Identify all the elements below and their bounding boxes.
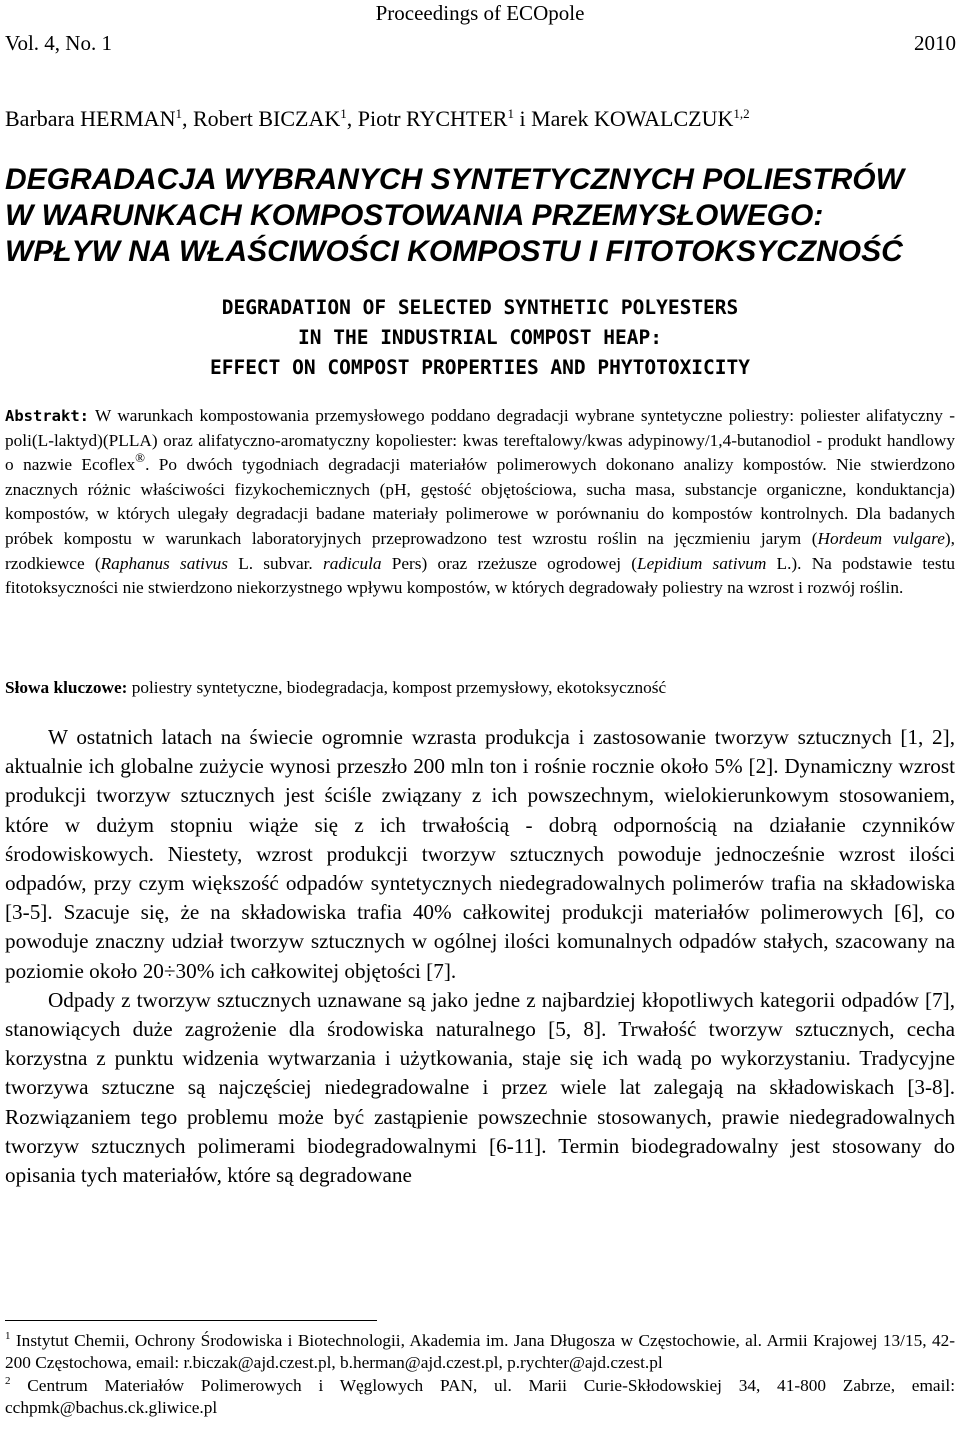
body-paragraph: W ostatnich latach na świecie ogromnie wzrasta produkcja i zastosowanie tworzyw sztucznych [1, 2], aktualnie ich globalne zużycie wynosi przeszło 200 mln ton i rośnie rocznie około 5% [2]. Dynamiczny wzrost produkcji tworzyw sztucznych jest ściśle związany z ich powszechnym, wielokierunkowym stosowaniem, które w dużym stopniu wiąże się z ich trwałością - dobrą odpornością na działanie czynników środowiskowych. Niestety, wzrost produkcji tworzyw sztucznych powoduje jednocześnie wzrost ilości odpadów, przy czym większość odpadów syntetycznych niedegradowalnych polimerów trafia na składowiska [3-5]. Szacuje się, że na składowiska trafia 40% całkowitej produkcji materiałów polimerowych [6], co powoduje znaczny udział tworzyw sztucznych w ogólnej ilości komunalnych odpadów stałych, szacowany na poziomie około 20÷30% ich całkowitej objętości [7]. [5,725,955,983]
title-english-line: EFFECT ON COMPOST PROPERTIES AND PHYTOTOXICITY [209,356,751,379]
abstract-text: ), rzodkiewce ( [5,528,955,573]
footnote-text: Centrum Materiałów Polimerowych i Węglowych PAN, ul. Marii Curie-Skłodowskiej 34, 41-800 Zabrze, email: cchpmk@bachus.ck.gliwice.pl [5,1375,955,1418]
abstract-text: L. subvar. [227,553,323,573]
footnote-number: 1 [5,1330,11,1342]
footnote-number: 2 [5,1374,11,1387]
footnote [5,1330,955,1375]
author-name: Piotr RYCHTER [357,106,508,131]
abstract-text: Pers) oraz rzeżusze ogrodowej ( [381,553,638,573]
keywords [5,676,955,700]
author-list [5,106,750,132]
keywords-label: Słowa kluczowe: [5,678,128,697]
author-separator: i [513,106,532,131]
affiliation-marker: 1 [175,106,182,121]
species-name: Raphanus sativus [100,553,228,573]
title-english-line: IN THE INDUSTRIAL COMPOST HEAP: [298,326,662,349]
affiliation-marker: 1 [340,106,347,121]
species-name: Lepidium sativum [637,553,767,573]
title-polish-line: DEGRADACJA WYBRANYCH SYNTETYCZNYCH POLIESTRÓW [5,163,904,196]
keywords-text: poliestry syntetyczne, biodegradacja, kompost przemysłowy, ekotoksyczność [127,678,667,697]
publication-year: 2010 [914,31,956,55]
footnotes [5,1330,955,1420]
volume-number: Vol. 4, No. 1 [5,31,112,55]
body-text [5,723,955,1190]
title-english-line: DEGRADATION OF SELECTED SYNTHETIC POLYESTERS [221,296,739,319]
author-name: Robert BICZAK [192,106,341,131]
body-paragraph: Odpady z tworzyw sztucznych uznawane są jako jedne z najbardziej kłopotliwych kategorii odpadów [7], stanowiących duże zagrożenie dla środowiska naturalnego [5, 8]. Trwałość tworzyw sztucznych, cecha korzystna z punktu widzenia wytwarzania i użytkowania, staje się ich wadą po wykorzystaniu. Tradycyjne tworzywa sztuczne są najczęściej niedegradowalne i przez wiele lat zalegają na składowiskach [3-8]. Rozwiązaniem tego problemu może być zastąpienie powszechnie stosowanych, prawie niedegradowalnych tworzyw sztucznych polimerami biodegradowalnymi [6-11]. Termin biodegradowalny jest stosowany do opisania tych materiałów, które są degradowane [5,987,955,1188]
abstract-text: . Po dwóch tygodniach degradacji materiałów polimerowych dokonano analizy kompostów. Nie stwierdzono znacznych różnic właściwości fizykochemicznych (pH, gęstość objętościowa, sucha masa, substancje organiczne, konduktancja) kompostów, w których ulegały degradacji badane materiały polimerowe w porównaniu do kompostów kontrolnych. Dla badanych próbek kompostu w warunkach laboratoryjnych przeprowadzono test wzrostu roślin na jęczmieniu jarym ( [5,455,955,548]
footnote-rule [5,1320,377,1321]
abstract-text: W warunkach kompostowania przemysłowego poddano degradacji wybrane syntetyczne poliestry: poliester alifatyczny - poli(L-laktyd)(PLLA) oraz alifatyczno-aromatyczny kopoliester: kwas tereftalowy/kwas adypinowy/1,4-butanodiol - produkt handlowy o nazwie Ecoflex [5,406,955,475]
abstract-text: L.). Na podstawie testu fitotoksyczności nie stwierdzono niekorzystnego wpływu kompostów, w których degradowały poliestry na wzrost i rozwój roślin. [5,553,956,598]
title-polish-line: W WARUNKACH KOMPOSTOWANIA PRZEMYSŁOWEGO: [5,199,824,232]
author-separator: , [181,106,193,131]
species-name: radicula [322,553,382,573]
author-name: Barbara HERMAN [5,106,176,131]
abstract-label: Abstrakt: [5,407,89,425]
registered-mark: ® [135,450,146,466]
author-separator: , [346,106,358,131]
species-name: Hordeum vulgare [817,528,945,548]
title-polish-line: WPŁYW NA WŁAŚCIWOŚCI KOMPOSTU I FITOTOKSYCZNOŚĆ [5,235,903,268]
affiliation-marker: 1 [507,106,514,121]
footnote [5,1375,955,1420]
affiliation-marker: 1,2 [733,106,750,121]
author-name: Marek KOWALCZUK [531,106,734,131]
abstract [5,404,955,601]
footnote-text: Instytut Chemii, Ochrony Środowiska i Biotechnologii, Akademia im. Jana Długosza w Częstochowie, al. Armii Krajowej 13/15, 42-200 Częstochowa, email: r.biczak@ajd.czest.pl, b.herman@ajd.czest.pl, p.rychter@ajd.czest.pl [5,1331,955,1373]
journal-name: Proceedings of ECOpole [375,1,585,25]
